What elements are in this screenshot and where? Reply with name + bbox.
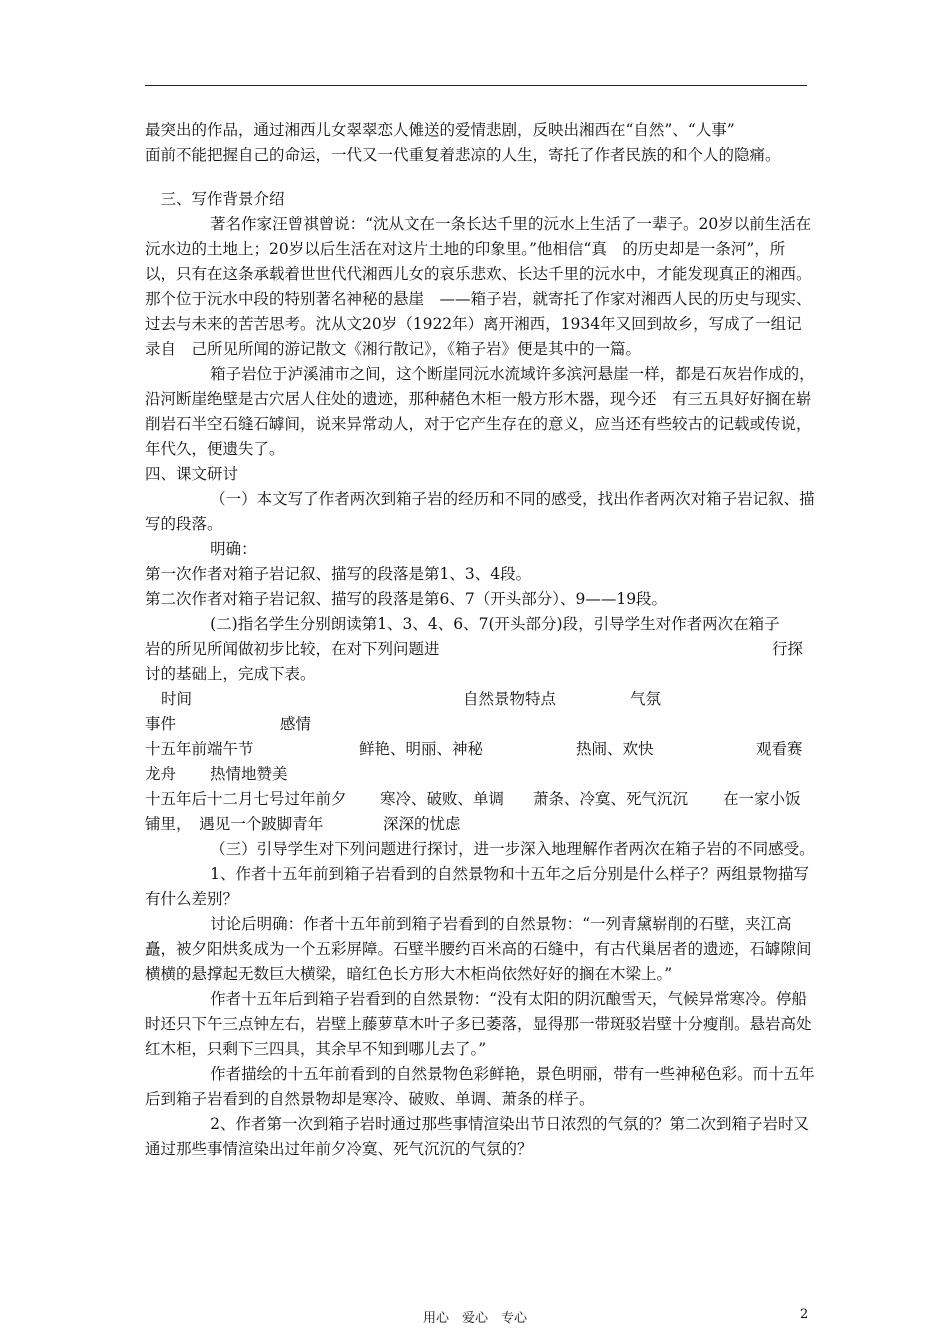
table-header-row-2 xyxy=(145,712,815,737)
mingque-label: 明确： xyxy=(210,540,257,558)
section-heading-background: 三、写作背景介绍 xyxy=(160,190,285,208)
question-2-line-2-left: 岩的所见所闻做初步比较，在对下列问题进 xyxy=(145,640,440,658)
table-row xyxy=(145,737,815,762)
sub-answer-1-part-2: 作者十五年后到箱子岩看到的自然景物：“没有太阳的阴沉酿雪天，气候异常寒冷。停船时还只下午三点钟左右，岩壁上藤萝草木叶子多已萎落，显得那一带斑驳岩壁十分瘦削。悬岩高处红木柜，只剩下三四具，其余早不知到哪儿去了。” xyxy=(145,990,812,1058)
table-header-time: 时间 xyxy=(161,690,193,708)
table-row-continued xyxy=(145,762,815,787)
section-heading-discussion: 四、课文研讨 xyxy=(145,465,239,483)
sub-answer-1-part-1: 讨论后明确：作者十五年前到箱子岩看到的自然景物：“一列青黛崭削的石壁，夹江高矗，被夕阳烘炙成为一个五彩屏障。石壁半腰约百米高的石缝中，有古代巢居者的遗迹，石罅隙间横横的悬撑起无数巨大横梁，暗红色长方形大木柜尚依然好好的搁在木梁上。” xyxy=(145,915,812,983)
row2-event-part-2: 铺里， 遇见一个跛脚青年 xyxy=(145,815,324,833)
table-row-continued xyxy=(145,812,815,837)
row1-feeling: 热情地赞美 xyxy=(210,765,288,783)
row1-scenery: 鲜艳、明丽、神秘 xyxy=(359,740,484,758)
table-header-scenery: 自然景物特点 xyxy=(463,690,557,708)
table-header-row-1 xyxy=(145,687,815,712)
header-rule xyxy=(145,85,807,86)
question-1: （一）本文写了作者两次到箱子岩的经历和不同的感受，找出作者两次对箱子岩记叙、描写的段落。 xyxy=(145,490,815,533)
document-body xyxy=(145,118,815,1162)
row2-time: 十五年后十二月七号过年前夕 xyxy=(145,790,347,808)
intro-line-2: 面前不能把握自己的命运，一代又一代重复着悲凉的人生，寄托了作者民族的和个人的隐痛。 xyxy=(145,146,781,164)
row2-event-part-1: 在一家小饭 xyxy=(723,790,801,808)
background-paragraph-1: 著名作家汪曾祺曾说：“沈从文在一条长达千里的沅水上生活了一辈子。20岁以前生活在沅水边的土地上；20岁以后生活在对这片土地的印象里。”他相信“真 的历史却是一条河”，所以，只有在这条承载着世世代代湘西儿女的哀乐悲欢、长达千里的沅水中，才能发现真正的湘西。那个位于沅水中段的特别著名神秘的悬崖 ——箱子岩，就寄托了作家对湘西人民的历史与现实、过去与未来的苦苦思考。沈从文20岁（1922年）离开湘西，1934年又回到故乡，写成了一组记录自 己所见所闻的游记散文《湘行散记》，《箱子岩》便是其中的一篇。 xyxy=(145,215,812,358)
row2-atmosphere: 萧条、冷寞、死气沉沉 xyxy=(533,790,689,808)
row1-event-part-2: 龙舟 xyxy=(145,765,177,783)
answer-first-visit: 第一次作者对箱子岩记叙、描写的段落是第1、3、4段。 xyxy=(145,565,532,583)
row1-event-part-1: 观看赛 xyxy=(756,740,803,758)
question-2-line-2 xyxy=(145,637,815,662)
row1-time: 十五年前端午节 xyxy=(145,740,254,758)
row1-atmosphere: 热闹、欢快 xyxy=(576,740,654,758)
answer-second-visit: 第二次作者对箱子岩记叙、描写的段落是第6、7（开头部分）、9——19段。 xyxy=(145,590,668,608)
sub-question-2: 2、作者第一次到箱子岩时通过那些事情渲染出节日浓烈的气氛的？第二次到箱子岩时又通过那些事情渲染出过年前夕冷寞、死气沉沉的气氛的？ xyxy=(145,1115,809,1158)
table-header-event: 事件 xyxy=(145,715,177,733)
row2-scenery: 寒冷、破败、单调 xyxy=(380,790,505,808)
row2-feeling: 深深的忧虑 xyxy=(383,815,461,833)
sub-question-1: 1、作者十五年前到箱子岩看到的自然景物和十五年之后分别是什么样子？两组景物描写有什么差别？ xyxy=(145,865,809,908)
question-2-line-1: (二)指名学生分别朗读第1、3、4、6、7(开头部分)段，引导学生对作者两次在箱子 xyxy=(210,615,780,633)
background-paragraph-2: 箱子岩位于泸溪浦市之间，这个断崖同沅水流域许多滨河悬崖一样，都是石灰岩作成的，沿河断崖绝壁是古穴居人住处的遗迹，那种赭色木柜一般方形木器，现今还 有三五具好好搁在崭削岩石半空石缝石罅间，说来异常动人，对于它产生存在的意义，应当还有些较古的记载或传说，年代久，便遗失了。 xyxy=(145,365,815,458)
table-header-atmosphere: 气氛 xyxy=(630,690,662,708)
intro-line-1: 最突出的作品，通过湘西儿女翠翠恋人傩送的爱情悲剧，反映出湘西在“自然”、“人事” xyxy=(145,121,735,139)
table-row xyxy=(145,787,815,812)
footer-motto: 用心 爱心 专心 xyxy=(422,1311,527,1326)
page-number: 2 xyxy=(800,1307,809,1322)
sub-answer-1-part-3: 作者描绘的十五年前看到的自然景物色彩鲜艳，景色明丽，带有一些神秘色彩。而十五年后到箱子岩看到的自然景物却是寒冷、破败、单调、萧条的样子。 xyxy=(145,1065,815,1108)
question-2-line-3: 讨的基础上，完成下表。 xyxy=(145,665,316,683)
table-header-feeling: 感情 xyxy=(280,715,312,733)
question-2-line-2-right: 行探 xyxy=(771,640,803,658)
question-3: （三）引导学生对下列问题进行探讨，进一步深入地理解作者两次在箱子岩的不同感受。 xyxy=(210,840,815,858)
